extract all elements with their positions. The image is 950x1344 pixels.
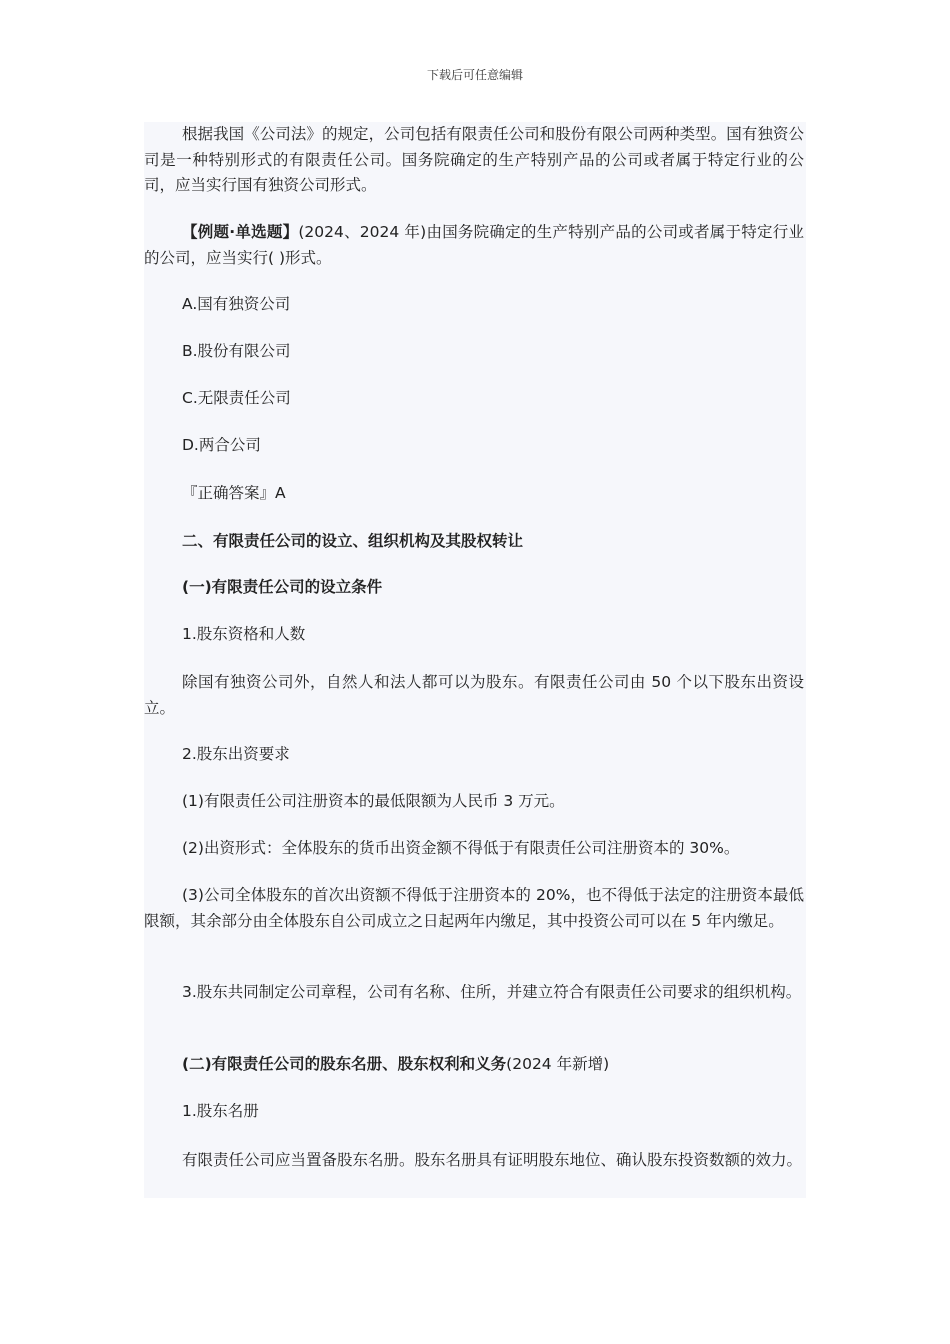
correct-answer: 『正确答案』A — [182, 484, 286, 502]
document-body — [144, 122, 806, 1198]
item-4-title: 1.股东名册 — [182, 1102, 259, 1120]
example-question-tag: 【例题·单选题】 — [182, 223, 299, 241]
item-2-sub-1: (1)有限责任公司注册资本的最低限额为人民币 3 万元。 — [182, 792, 565, 810]
example-question-text: (2024、2024 年)由国务院确定的生产特别产品的公司或者属于特定行业的公司，应当实行( )形式。 — [144, 223, 805, 267]
subsection-heading-2 — [144, 1052, 806, 1078]
item-2-sub-2: (2)出资形式：全体股东的货币出资金额不得低于有限责任公司注册资本的 30%。 — [182, 839, 740, 857]
section-heading-2: 二、有限责任公司的设立、组织机构及其股权转让 — [182, 532, 524, 550]
option-b: B.股份有限公司 — [182, 342, 291, 360]
intro-paragraph: 根据我国《公司法》的规定，公司包括有限责任公司和股份有限公司两种类型。国有独资公司是一种特别形式的有限责任公司。国务院确定的生产特别产品的公司或者属于特定行业的公司，应当实行国有独资公司形式。 — [144, 125, 804, 194]
page-header: 下载后可任意编辑 — [426, 68, 523, 82]
item-3: 3.股东共同制定公司章程，公司有名称、住所，并建立符合有限责任公司要求的组织机构。 — [182, 983, 802, 1001]
subsection-heading-2-note: (2024 年新增) — [506, 1055, 610, 1073]
subsection-heading-2-main: (二)有限责任公司的股东名册、股东权利和义务 — [182, 1055, 507, 1073]
item-4-body: 有限责任公司应当置备股东名册。股东名册具有证明股东地位、确认股东投资数额的效力。 — [182, 1151, 803, 1169]
item-2-title: 2.股东出资要求 — [182, 745, 290, 763]
example-question — [144, 220, 806, 271]
option-c: C.无限责任公司 — [182, 389, 291, 407]
subsection-heading-1: (一)有限责任公司的设立条件 — [182, 578, 383, 596]
item-1-title: 1.股东资格和人数 — [182, 625, 306, 643]
option-d: D.两合公司 — [182, 436, 261, 454]
item-2-sub-3: (3)公司全体股东的首次出资额不得低于注册资本的 20%，也不得低于法定的注册资本最低限额，其余部分由全体股东自公司成立之日起两年内缴足，其中投资公司可以在 5 年内缴足。 — [144, 886, 804, 930]
option-a: A.国有独资公司 — [182, 295, 291, 313]
item-1-body: 除国有独资公司外，自然人和法人都可以为股东。有限责任公司由 50 个以下股东出资设立。 — [144, 673, 804, 717]
